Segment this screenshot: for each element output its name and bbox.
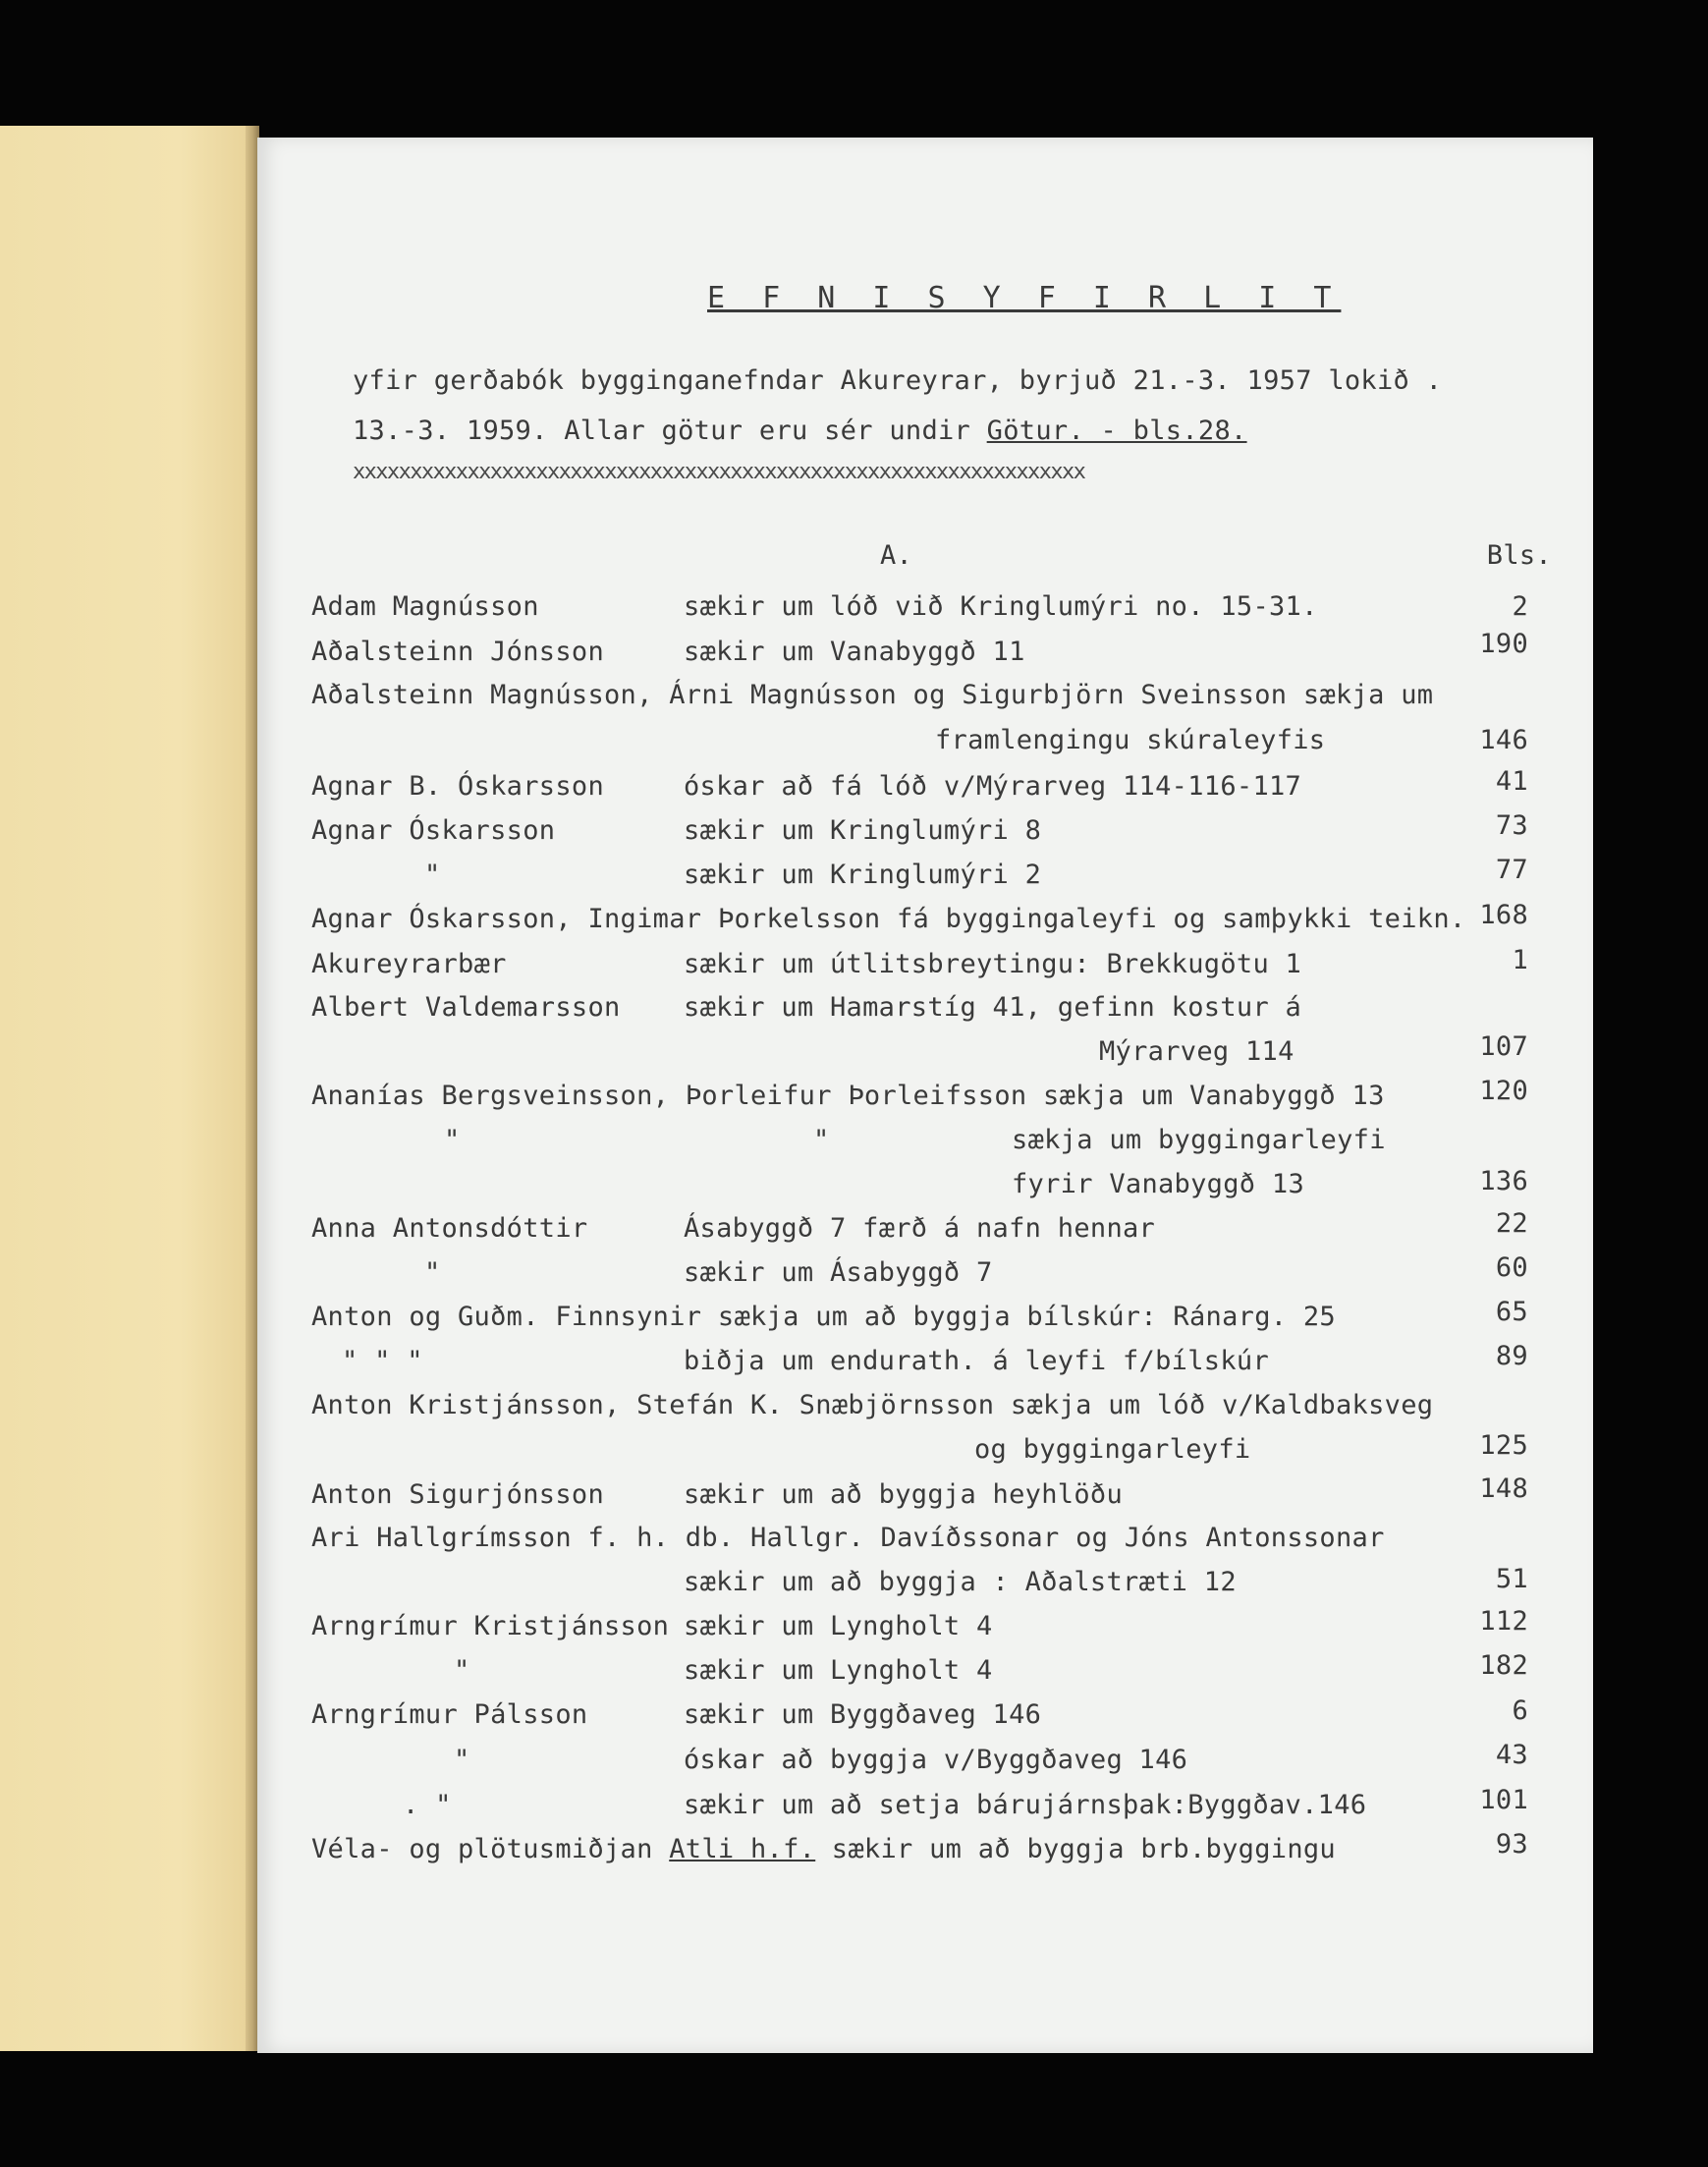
entry-description-continued: og byggingarleyfi <box>974 1434 1251 1465</box>
intro-line-2-text: 13.-3. 1959. Allar götur eru sér undir <box>353 416 987 446</box>
entry-description: sækir um lóð við Kringlumýri no. 15-31. <box>684 591 1318 622</box>
separator-line: xxxxxxxxxxxxxxxxxxxxxxxxxxxxxxxxxxxxxxxxxxxxxxxxxxxxxxxxxxxxxxxx <box>353 460 1085 484</box>
entry-name: Adam Magnússon <box>311 591 539 622</box>
entry-name-rest: sækir um að byggja brb.byggingu <box>815 1834 1336 1864</box>
entry-page: 22 <box>1495 1208 1528 1239</box>
entry-name: Arngrímur Pálsson <box>311 1699 588 1730</box>
entry-name <box>311 1834 1336 1864</box>
entry-name: " <box>454 1655 470 1686</box>
entry-name: Akureyrarbær <box>311 949 507 979</box>
entry-page: 146 <box>1479 725 1528 755</box>
entry-page: 6 <box>1512 1695 1528 1726</box>
entry-page: 43 <box>1495 1740 1528 1770</box>
entry-description-continued: sækir um að byggja : Aðalstræti 12 <box>684 1567 1237 1597</box>
entry-description: sækir um Vanabyggð 11 <box>684 637 1025 667</box>
entry-name: Ananías Bergsveinsson, Þorleifur Þorleifsson sækja um Vanabyggð 13 <box>311 1081 1385 1111</box>
entry-description: sækir um Ásabyggð 7 <box>684 1257 993 1288</box>
entry-description: sækir um að setja bárujárnsþak:Byggðav.146 <box>684 1790 1367 1820</box>
intro-line-2-reference: Götur. - bls.28. <box>986 416 1247 446</box>
entry-page: 125 <box>1479 1430 1528 1461</box>
entry-name: Anton Sigurjónsson <box>311 1479 604 1510</box>
entry-page: 112 <box>1479 1606 1528 1637</box>
entry-page: 168 <box>1479 900 1528 930</box>
entry-page: 120 <box>1479 1076 1528 1106</box>
entry-name: " <box>454 1745 470 1775</box>
entry-page: 182 <box>1479 1650 1528 1681</box>
entry-description: sækir um Kringlumýri 2 <box>684 860 1042 890</box>
entry-description: sækir um útlitsbreytingu: Brekkugötu 1 <box>684 949 1302 979</box>
entry-description: sækir um Hamarstíg 41, gefinn kostur á <box>684 992 1302 1023</box>
entry-name: " <box>424 860 441 890</box>
entry-name: Aðalsteinn Jónsson <box>311 637 604 667</box>
entry-page: 93 <box>1495 1829 1528 1860</box>
entry-description: sækir um Kringlumýri 8 <box>684 815 1042 846</box>
entry-name: Arngrímur Kristjánsson <box>311 1611 670 1641</box>
entry-page: 73 <box>1495 810 1528 841</box>
entry-page: 2 <box>1512 591 1528 622</box>
entry-name: " <box>444 1125 461 1155</box>
entry-page: 136 <box>1479 1166 1528 1196</box>
intro-line-2 <box>353 416 1247 446</box>
entry-page: 89 <box>1495 1341 1528 1371</box>
entry-name-part: Véla- og plötusmiðjan <box>311 1834 670 1864</box>
entry-name: " " " <box>342 1346 423 1376</box>
entry-page: 190 <box>1479 629 1528 659</box>
entry-page: 101 <box>1479 1785 1528 1815</box>
entry-name: Agnar B. Óskarsson <box>311 771 604 802</box>
entry-name: Anna Antonsdóttir <box>311 1213 588 1244</box>
entry-description: óskar að byggja v/Byggðaveg 146 <box>684 1745 1188 1775</box>
document-page <box>257 138 1593 2053</box>
entry-description: framlengingu skúraleyfis <box>935 725 1326 755</box>
entry-page: 1 <box>1512 945 1528 975</box>
entry-description: biðja um endurath. á leyfi f/bílskúr <box>684 1346 1269 1376</box>
intro-line-1: yfir gerðabók bygginganefndar Akureyrar, byrjuð 21.-3. 1957 lokið . <box>353 365 1443 396</box>
binder-cover <box>0 126 257 2051</box>
entry-page: 60 <box>1495 1252 1528 1283</box>
entry-name: Anton Kristjánsson, Stefán K. Snæbjörnsson sækja um lóð v/Kaldbaksveg <box>311 1390 1434 1420</box>
entry-description-continued: fyrir Vanabyggð 13 <box>1012 1169 1304 1199</box>
entry-name: Ari Hallgrímsson f. h. db. Hallgr. Davíðssonar og Jóns Antonssonar <box>311 1523 1385 1553</box>
entry-name: Agnar Óskarsson <box>311 815 556 846</box>
entry-name-underlined: Atli h.f. <box>669 1834 816 1864</box>
page-column-header: Bls. <box>1486 540 1552 571</box>
entry-name: . " <box>403 1790 452 1820</box>
entry-description: sækir um Lyngholt 4 <box>684 1611 993 1641</box>
entry-page: 65 <box>1495 1297 1528 1327</box>
entry-page: 107 <box>1479 1031 1528 1062</box>
section-letter: A. <box>880 540 913 571</box>
entry-description: sækir um Byggðaveg 146 <box>684 1699 1042 1730</box>
entry-name: Albert Valdemarsson <box>311 992 621 1023</box>
entry-page: 148 <box>1479 1473 1528 1504</box>
page-title: E F N I S Y F I R L I T <box>707 281 1342 315</box>
entry-description: Ásabyggð 7 færð á nafn hennar <box>684 1213 1156 1244</box>
entry-description: sækja um byggingarleyfi <box>1012 1125 1386 1155</box>
entry-description: óskar að fá lóð v/Mýrarveg 114-116-117 <box>684 771 1302 802</box>
entry-name: " <box>424 1257 441 1288</box>
entry-page: 51 <box>1495 1564 1528 1594</box>
entry-description-continued: Mýrarveg 114 <box>1099 1036 1295 1067</box>
entry-name: Aðalsteinn Magnússon, Árni Magnússon og Sigurbjörn Sveinsson sækja um <box>311 680 1434 710</box>
entry-page: 77 <box>1495 855 1528 885</box>
entry-page: 41 <box>1495 766 1528 797</box>
entry-name: Anton og Guðm. Finnsynir sækja um að byggja bílskúr: Ránarg. 25 <box>311 1302 1336 1332</box>
entry-name: Agnar Óskarsson, Ingimar Þorkelsson fá byggingaleyfi og samþykki teikn. <box>311 904 1466 934</box>
entry-description: " <box>813 1125 830 1155</box>
entry-description: sækir um að byggja heyhlöðu <box>684 1479 1123 1510</box>
entry-description: sækir um Lyngholt 4 <box>684 1655 993 1686</box>
